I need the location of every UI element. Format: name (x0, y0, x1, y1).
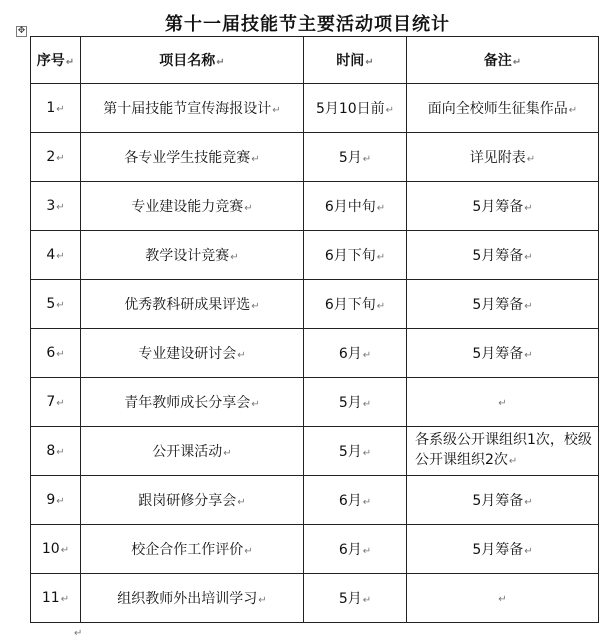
cell-no[interactable]: 9↵ (31, 476, 81, 525)
cell-time[interactable]: 5月↵ (304, 133, 407, 182)
cell-name[interactable]: 跟岗研修分享会↵ (81, 476, 304, 525)
cell-no[interactable]: 10↵ (31, 525, 81, 574)
cell-time[interactable]: 6月↵ (304, 329, 407, 378)
cell-time[interactable]: 5月↵ (304, 574, 407, 623)
column-header-no: 序号↵ (31, 37, 81, 84)
cell-no[interactable]: 5↵ (31, 280, 81, 329)
cell-name[interactable]: 优秀教科研成果评选↵ (81, 280, 304, 329)
cell-no[interactable]: 11↵ (31, 574, 81, 623)
cell-time[interactable]: 6月↵ (304, 476, 407, 525)
cell-note[interactable]: 5月筹备↵ (407, 182, 599, 231)
paragraph-end-mark: ↵ (74, 628, 83, 639)
activity-table (30, 36, 599, 623)
table-row (31, 574, 599, 623)
cell-note[interactable]: 5月筹备↵ (407, 329, 599, 378)
cell-time[interactable]: 6月↵ (304, 525, 407, 574)
cell-no[interactable]: 2↵ (31, 133, 81, 182)
cell-name[interactable]: 公开课活动↵ (81, 427, 304, 476)
document-title: 第十一届技能节主要活动项目统计 (165, 14, 450, 35)
table-row (31, 84, 599, 133)
table-row (31, 525, 599, 574)
cell-name[interactable]: 专业建设能力竞赛↵ (81, 182, 304, 231)
cell-name[interactable]: 第十届技能节宣传海报设计↵ (81, 84, 304, 133)
cell-note[interactable]: 5月筹备↵ (407, 525, 599, 574)
cell-time[interactable]: 5月↵ (304, 378, 407, 427)
table-row (31, 476, 599, 525)
table-row (31, 182, 599, 231)
table-row (31, 427, 599, 476)
cell-time[interactable]: 5月10日前↵ (304, 84, 407, 133)
cell-note[interactable]: 5月筹备↵ (407, 231, 599, 280)
cell-no[interactable]: 3↵ (31, 182, 81, 231)
cell-no[interactable]: 8↵ (31, 427, 81, 476)
cell-name[interactable]: 青年教师成长分享会↵ (81, 378, 304, 427)
cell-time[interactable]: 6月下旬↵ (304, 231, 407, 280)
cell-no[interactable]: 7↵ (31, 378, 81, 427)
cell-name[interactable]: 组织教师外出培训学习↵ (81, 574, 304, 623)
cell-note[interactable]: 各系级公开课组织1次，校级公开课组织2次↵ (407, 427, 599, 476)
cell-time[interactable]: 6月中旬↵ (304, 182, 407, 231)
cell-note[interactable]: ↵ (407, 378, 599, 427)
cell-no[interactable]: 6↵ (31, 329, 81, 378)
table-row (31, 231, 599, 280)
cell-no[interactable]: 4↵ (31, 231, 81, 280)
table-row (31, 133, 599, 182)
cell-note[interactable]: 5月筹备↵ (407, 476, 599, 525)
table-move-handle-icon[interactable]: ✥ (17, 26, 26, 36)
cell-no[interactable]: 1↵ (31, 84, 81, 133)
cell-name[interactable]: 专业建设研讨会↵ (81, 329, 304, 378)
cell-time[interactable]: 5月↵ (304, 427, 407, 476)
cell-note[interactable]: 面向全校师生征集作品↵ (407, 84, 599, 133)
cell-name[interactable]: 校企合作工作评价↵ (81, 525, 304, 574)
cell-note[interactable]: ↵ (407, 574, 599, 623)
cell-name[interactable]: 各专业学生技能竞赛↵ (81, 133, 304, 182)
header-row (31, 37, 599, 84)
cell-name[interactable]: 教学设计竞赛↵ (81, 231, 304, 280)
cell-note[interactable]: 详见附表↵ (407, 133, 599, 182)
table-row (31, 329, 599, 378)
cell-time[interactable]: 6月下旬↵ (304, 280, 407, 329)
column-header-name: 项目名称↵ (81, 37, 304, 84)
column-header-time: 时间↵ (304, 37, 407, 84)
table-row (31, 280, 599, 329)
cell-note[interactable]: 5月筹备↵ (407, 280, 599, 329)
column-header-note: 备注↵ (407, 37, 599, 84)
table-row (31, 378, 599, 427)
